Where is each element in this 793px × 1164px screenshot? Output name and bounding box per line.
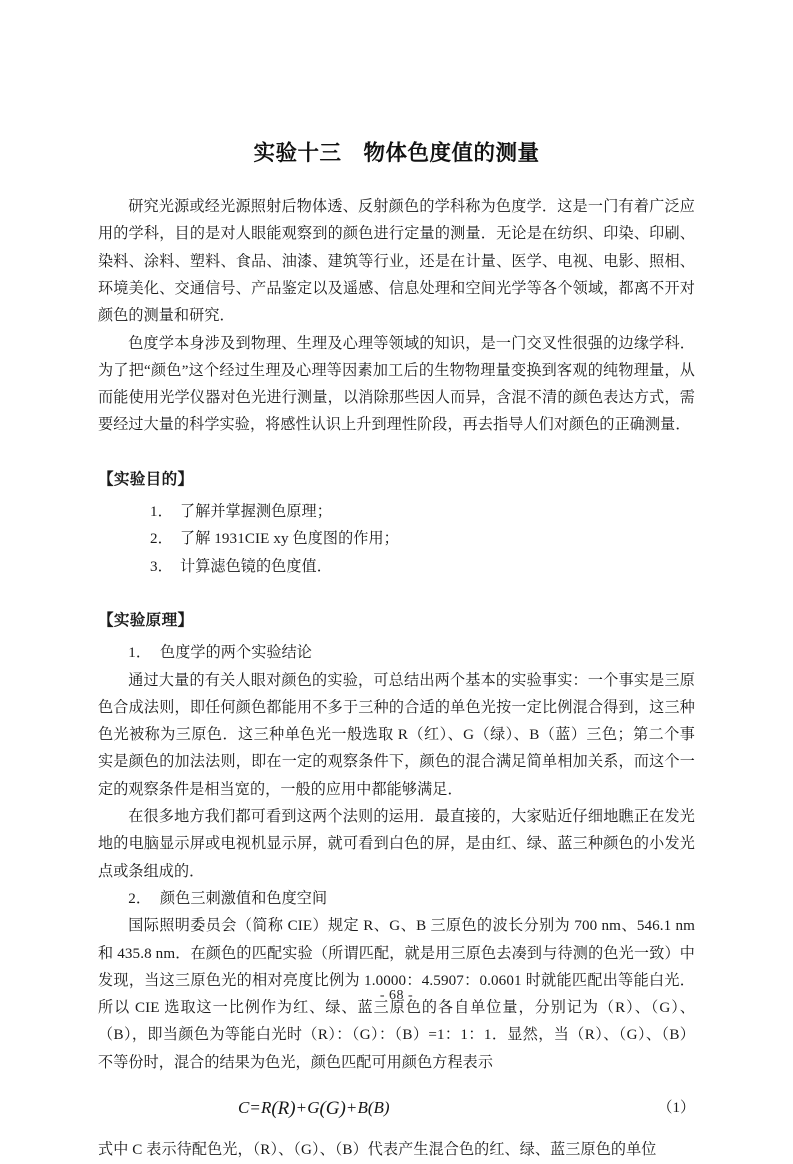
- equation-plus-2: +: [346, 1098, 357, 1117]
- list-item-label: 计算滤色镜的色度值．: [180, 558, 332, 575]
- equation-term3-coef: B: [357, 1098, 368, 1117]
- intro-paragraph-2: 色度学本身涉及到物理、生理及心理等领域的知识，是一门交叉性很强的边缘学科．为了把“颜色”这个经过生理及心理等因素加工后的生物物理量变换到客观的纯物理量，从而能使用光学仪器对色光进行测量，以消除那些因人而异，含混不清的颜色表达方式，需要经过大量的科学实验，将感性认识上升到理性阶段，再去指导人们对颜色的正确测量．: [98, 335, 695, 434]
- subsection-heading-2: [98, 886, 695, 913]
- subsection-heading-1: [98, 640, 695, 667]
- page-title: 实验十三 物体色度值的测量: [253, 141, 540, 165]
- equation-plus-1: +: [296, 1098, 307, 1117]
- equation-number: （1）: [657, 1100, 695, 1116]
- list-item: [98, 499, 695, 526]
- equation-term1-coef: R: [260, 1098, 272, 1117]
- equation-term1-unit: (R): [271, 1098, 296, 1119]
- list-item-number: 2．: [150, 531, 173, 548]
- list-item: [98, 554, 695, 581]
- list-item-number: 1．: [150, 504, 173, 521]
- section-heading-purpose: 【实验目的】: [98, 470, 194, 488]
- principle-1-paragraph-2: 在很多地方我们都可看到这两个法则的运用．最直接的，大家贴近仔细地瞧正在发光地的电脑显示屏或电视机显示屏，就可看到白色的屏，是由红、绿、蓝三种颜色的小发光点或条组成的．: [98, 809, 695, 880]
- equation-row: [98, 1093, 695, 1123]
- page-number-footer: - 68 -: [379, 988, 414, 1003]
- list-item-label: 了解 1931CIE xy 色度图的作用；: [180, 531, 399, 548]
- subsection-title: 色度学的两个实验结论: [160, 645, 312, 662]
- principle-1-paragraph-1: 通过大量的有关人眼对颜色的实验，可总结出两个基本的实验事实：一个事实是三原色合成法则，即任何颜色都能用不多于三种的合适的单色光按一定比例混合得到，这三种色光被称为三原色．这三种单色光一般选取 R（红）、G（绿）、B（蓝）三色；第二个事实是颜色的加法法则，即在一定的观察条件下，颜色的混合满足简单相加关系，而这个一定的观察条件是相当宽的，一般的应用中都能够满足．: [98, 672, 695, 798]
- subsection-number: 1．: [128, 645, 152, 662]
- subsection-title: 颜色三刺激值和色度空间: [160, 890, 328, 907]
- purpose-list: [98, 499, 695, 581]
- equation-term3-unit: (B): [367, 1098, 390, 1117]
- subsection-number: 2．: [128, 890, 152, 907]
- section-heading-principle: 【实验原理】: [98, 611, 194, 629]
- intro-paragraph-1: 研究光源或经光源照射后物体透、反射颜色的学科称为色度学．这是一门有着广泛应用的学科，目的是对人眼能观察到的颜色进行定量的测量．无论是在纺织、印染、印刷、染料、涂料、塑料、食品、油漆、建筑等行业，还是在计量、医学、电视、电影、照相、环境美化、交通信号、产品鉴定以及遥感、信息处理和空间光学等各个领域，都离不开对颜色的测量和研究．: [98, 199, 695, 325]
- equation-term2-coef: G: [307, 1098, 320, 1117]
- equation-1: [238, 1093, 390, 1124]
- equation-lhs: C: [238, 1098, 250, 1117]
- principle-2-paragraph-1: 国际照明委员会（简称 CIE）规定 R、G、B 三原色的波长分别为 700 nm、546.1 nm 和 435.8 nm．在颜色的匹配实验（所谓匹配，就是用三原色去凑到与待测的色光一致）中发现，当这三原色光的相对亮度比例为 1.0000：4.5907：0.0601 时就能匹配出等能白光．所以 CIE 选取这一比例作为红、绿、蓝三原色的各自单位量，分别记为（R）、（G）、（B），即当颜色为等能白光时（R）：（G）：（B）=1：1：1．显然，当（R）、（G）、（B）不等份时，混合的结果为色光，颜色匹配可用颜色方程表示: [98, 918, 695, 1071]
- equation-term2-unit: (G): [319, 1098, 346, 1119]
- principle-2-paragraph-2: 式中 C 表示待配色光，（R）、（G）、（B）代表产生混合色的红、绿、蓝三原色的单位: [98, 1142, 657, 1158]
- list-item-label: 了解并掌握测色原理；: [180, 504, 332, 521]
- list-item-number: 3．: [150, 558, 173, 575]
- list-item: [98, 526, 695, 553]
- equation-equals: =: [250, 1098, 260, 1117]
